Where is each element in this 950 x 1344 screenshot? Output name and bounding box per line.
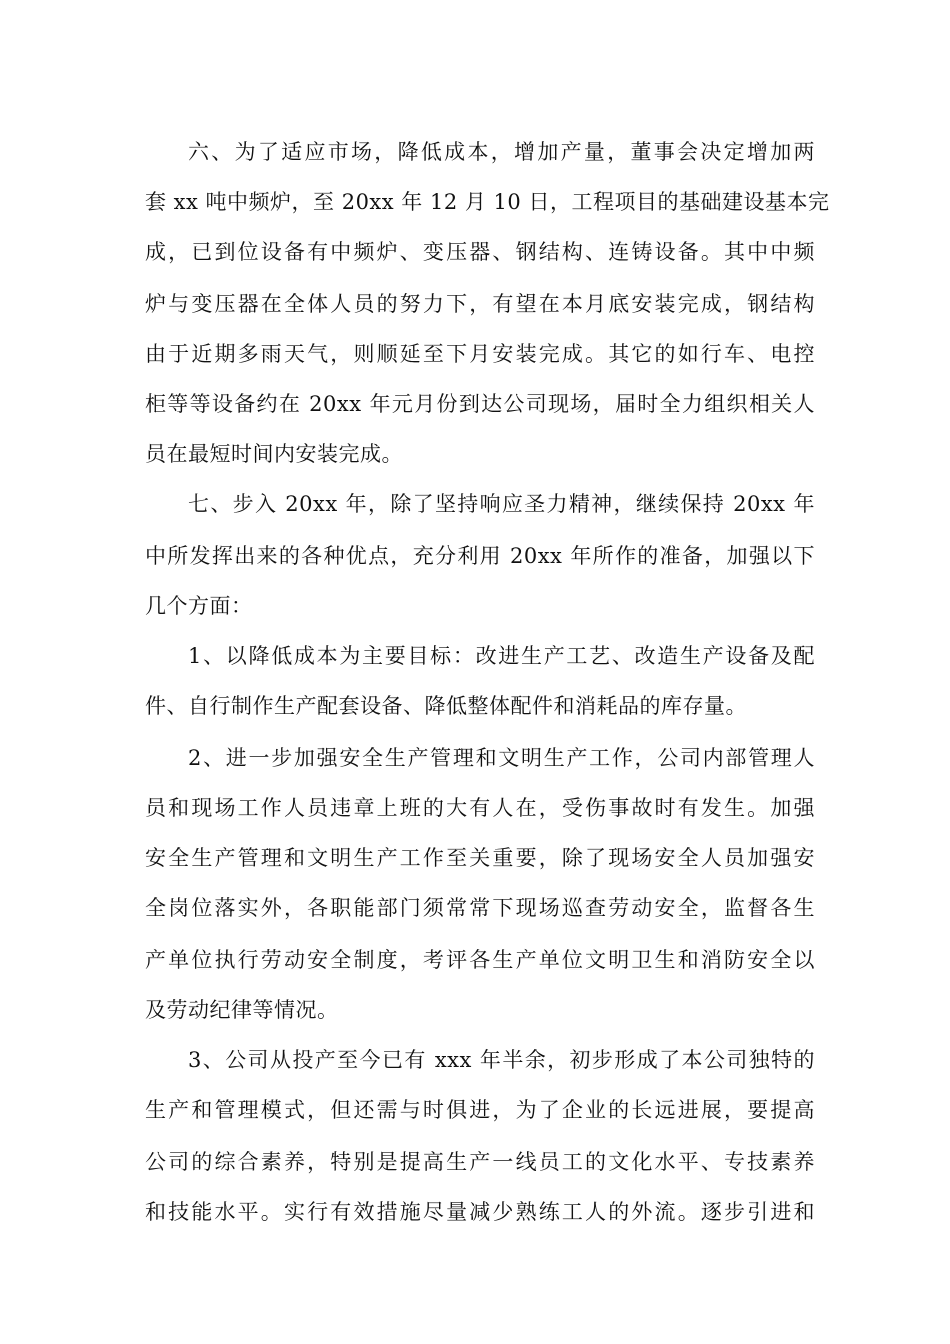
text-line: 全岗位落实外，各职能部门须常常下现场巡查劳动安全，监督各生 — [145, 896, 815, 920]
text-line: 员和现场工作人员违章上班的大有人在，受伤事故时有发生。加强 — [145, 796, 815, 820]
text-line: 3、公司从投产至今已有 xxx 年半余，初步形成了本公司独特的 — [188, 1048, 815, 1072]
text-line: 2、进一步加强安全生产管理和文明生产工作，公司内部管理人 — [188, 746, 815, 770]
text-line: 成，已到位设备有中频炉、变压器、钢结构、连铸设备。其中中频 — [145, 240, 815, 264]
text-line: 套 xx 吨中频炉，至 20xx 年 12 月 10 日，工程项目的基础建设基本完 — [145, 190, 830, 214]
text-line: 安全生产管理和文明生产工作至关重要，除了现场安全人员加强安 — [145, 846, 815, 870]
text-line: 七、步入 20xx 年，除了坚持响应圣力精神，继续保持 20xx 年 — [188, 492, 815, 516]
text-line: 件、自行制作生产配套设备、降低整体配件和消耗品的库存量。 — [145, 694, 747, 718]
text-line: 公司的综合素养，特别是提高生产一线员工的文化水平、专技素养 — [145, 1150, 815, 1174]
text-line: 几个方面： — [145, 594, 253, 618]
text-line: 生产和管理模式，但还需与时俱进，为了企业的长远进展，要提高 — [145, 1098, 815, 1122]
text-line: 1、以降低成本为主要目标：改进生产工艺、改造生产设备及配 — [188, 644, 815, 668]
text-line: 柜等等设备约在 20xx 年元月份到达公司现场，届时全力组织相关人 — [145, 392, 815, 416]
text-line: 由于近期多雨天气，则顺延至下月安装完成。其它的如行车、电控 — [145, 342, 815, 366]
text-line: 和技能水平。实行有效措施尽量减少熟练工人的外流。逐步引进和 — [145, 1200, 815, 1224]
text-line: 及劳动纪律等情况。 — [145, 998, 339, 1022]
text-line: 中所发挥出来的各种优点，充分利用 20xx 年所作的准备，加强以下 — [145, 544, 815, 568]
text-line: 产单位执行劳动安全制度，考评各生产单位文明卫生和消防安全以 — [145, 948, 815, 972]
text-line: 炉与变压器在全体人员的努力下，有望在本月底安装完成，钢结构 — [145, 292, 815, 316]
text-line: 员在最短时间内安装完成。 — [145, 442, 403, 466]
text-line: 六、为了适应市场，降低成本，增加产量，董事会决定增加两 — [188, 140, 815, 164]
